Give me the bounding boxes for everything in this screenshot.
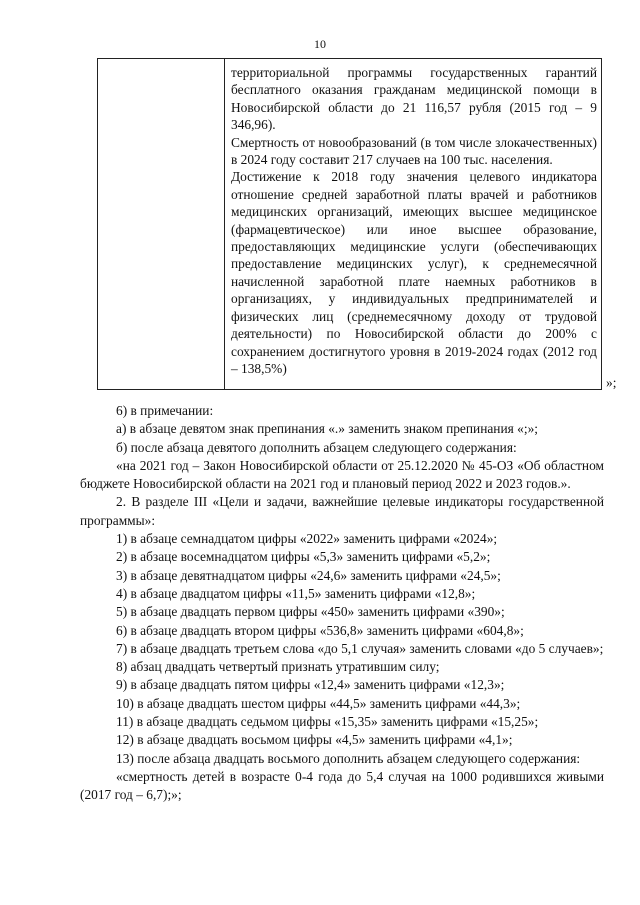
paragraph: 4) в абзаце двадцатом цифры «11,5» заменить цифрами «12,8»; [116,585,476,601]
page-number: 10 [314,37,326,51]
paragraph: 2. В разделе III «Цели и задачи, важнейшие целевые индикаторы государственной программы»: [80,494,604,528]
paragraph: 5) в абзаце двадцать первом цифры «450» заменить цифрами «390»; [116,604,505,620]
paragraph: 6) в примечании: [116,403,214,418]
paragraph: 1) в абзаце семнадцатом цифры «2022» заменить цифрами «2024»; [116,531,498,547]
indicator-table [97,58,602,390]
paragraph: 3) в абзаце девятнадцатом цифры «24,6» заменить цифрами «24,5»; [116,567,501,583]
paragraph: 8) абзац двадцать четвертый признать утратившим силу; [116,659,440,675]
paragraph: 7) в абзаце двадцать третьем слова «до 5,1 случая» заменить словами «до 5 случаев»; [116,640,604,656]
paragraph: 6) в абзаце двадцать втором цифры «536,8» заменить цифрами «604,8»; [116,622,524,638]
paragraph: а) в абзаце девятом знак препинания «.» заменить знаком препинания «;»; [116,421,538,437]
table-column-divider [224,59,225,389]
table-cell-right [231,64,597,377]
document-body [80,402,604,805]
paragraph: 2) в абзаце восемнадцатом цифры «5,3» заменить цифрами «5,2»; [116,549,491,565]
table-paragraph: Смертность от новообразований (в том числе злокачественных) в 2024 году составит 217 случаев на 100 тыс. населения. [231,134,597,168]
table-paragraph: территориальной программы государственных гарантий бесплатного оказания гражданам медицинской помощи в Новосибирской области до 21 116,57 рубля (2015 год – 9 346,96). [231,65,597,133]
paragraph: «смертность детей в возрасте 0-4 года до 5,4 случая на 1000 родившихся живыми (2017 год – 6,7);»; [80,768,604,803]
table-closing-quote: »; [606,375,617,390]
paragraph: 13) после абзаца двадцать восьмого дополнить абзацем следующего содержания: [116,750,581,766]
paragraph: 12) в абзаце двадцать восьмом цифры «4,5» заменить цифрами «4,1»; [116,732,513,748]
paragraph: 10) в абзаце двадцать шестом цифры «44,5» заменить цифрами «44,3»; [116,695,521,711]
paragraph: б) после абзаца девятого дополнить абзацем следующего содержания: [116,439,517,455]
paragraph: 9) в абзаце двадцать пятом цифры «12,4» заменить цифрами «12,3»; [116,677,505,693]
paragraph: 11) в абзаце двадцать седьмом цифры «15,35» заменить цифрами «15,25»; [116,714,539,730]
table-paragraph: Достижение к 2018 году значения целевого индикатора отношение средней заработной платы врачей и работников медицинских организаций, имеющих высшее медицинское (фармацевтическое) или иное высшее образование, предоставляющих медицинские услуги (обеспечивающих предоставление медицинских услуг), к среднемесячной начисленной заработной плате наемных работников в организациях, у индивидуальных предпринимателей и физических лиц (среднемесячному доходу от трудовой деятельности) по Новосибирской области до 200% с сохранением достигнутого уровня в 2019-2024 годах (2012 год – 138,5%) [231,169,597,376]
paragraph: «на 2021 год – Закон Новосибирской области от 25.12.2020 № 45-ОЗ «Об областном бюджете Новосибирской области на 2021 год и плановый период 2022 и 2023 годов.». [80,457,604,492]
